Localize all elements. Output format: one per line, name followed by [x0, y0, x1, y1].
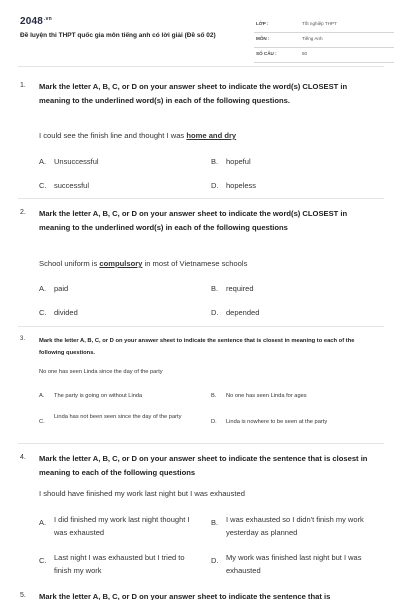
question-statement: I should have finished my work last night but I was exhausted [39, 489, 245, 498]
meta-row-class [254, 18, 394, 33]
option-letter: C. [39, 419, 45, 425]
divider [18, 66, 384, 67]
option-letter: B. [211, 393, 217, 399]
page-header [18, 10, 384, 60]
site-logo[interactable] [20, 16, 52, 27]
meta-value: 50 [302, 51, 308, 56]
question-text: Mark the letter A, B, C, or D on your answer sheet to indicate the sentence that is closest in meaning to each of the following questions. [39, 338, 355, 356]
option-letter: A. [39, 518, 47, 527]
question-4 [18, 452, 384, 582]
option-text: paid [54, 284, 69, 293]
exam-meta [254, 18, 394, 63]
option-text: I was exhausted so I didn't finish my work yesterday as planned [226, 515, 364, 537]
option-letter: C. [39, 181, 47, 190]
question-number: 5. [20, 592, 26, 599]
option-letter: B. [211, 284, 219, 293]
divider [18, 326, 384, 327]
statement-text: in most of Vietnamese schools [142, 259, 248, 268]
option-letter: D. [211, 419, 217, 425]
option-letter: B. [211, 518, 219, 527]
option-text: required [226, 284, 254, 293]
option-text: Last night I was exhausted but I tried to finish my work [54, 553, 185, 575]
question-number: 4. [20, 454, 26, 461]
divider [18, 198, 384, 199]
option-letter: C. [39, 308, 47, 317]
question-3 [18, 335, 384, 439]
divider [18, 443, 384, 444]
question-number: 3. [20, 336, 26, 342]
meta-value: Tiếng Anh [302, 36, 323, 41]
logo-text: 2048 [20, 16, 44, 27]
question-2 [18, 207, 384, 323]
question-text: Mark the letter A, B, C, or D on your answer sheet to indicate the sentence that is [39, 592, 331, 600]
option-letter: A. [39, 157, 47, 166]
option-letter: A. [39, 393, 45, 399]
question-statement [39, 259, 247, 268]
question-5 [18, 590, 384, 600]
option-text: Linda has not been seen since the day of the party [54, 414, 182, 420]
meta-key: MÔN : [256, 36, 270, 41]
option-text: successful [54, 181, 90, 190]
option-letter: D. [211, 556, 219, 565]
option-letter: C. [39, 556, 47, 565]
option-letter: D. [211, 181, 219, 190]
option-text: The party is going on without Linda [54, 393, 143, 399]
question-1 [18, 80, 384, 200]
meta-value: Tốt nghiệp THPT [302, 21, 337, 26]
option-text: depended [226, 308, 260, 317]
meta-key: LỚP : [256, 21, 269, 26]
logo-suffix: .vn [44, 16, 52, 22]
option-text: divided [54, 308, 78, 317]
question-text: Mark the letter A, B, C, or D on your answer sheet to indicate the sentence that is closest in meaning to each of the following questions [39, 454, 368, 477]
option-letter: B. [211, 157, 219, 166]
option-text: My work was finished last night but I was exhausted [226, 553, 362, 575]
option-text: I did finished my work last night thought I was exhausted [54, 515, 190, 537]
option-letter: D. [211, 308, 219, 317]
statement-text: I could see the finish line and thought I was [39, 131, 187, 140]
question-statement [39, 131, 236, 140]
page-title: Đề luyện thi THPT quốc gia môn tiếng anh có lời giải (Đề số 02) [20, 32, 216, 39]
meta-row-subject [254, 33, 394, 48]
statement-text: School uniform is [39, 259, 100, 268]
question-text: Mark the letter A, B, C, or D on your answer sheet to indicate the word(s) CLOSEST in meaning to the underlined word(s) in each of the following questions [39, 209, 348, 232]
meta-key: SỐ CÂU : [256, 51, 277, 56]
meta-row-count [254, 48, 394, 63]
question-number: 2. [20, 209, 26, 216]
option-letter: A. [39, 284, 47, 293]
question-text: Mark the letter A, B, C, or D on your answer sheet to indicate the word(s) CLOSEST in meaning to the underlined word(s) in each of the following questions. [39, 82, 348, 105]
question-statement: No one has seen Linda since the day of the party [39, 369, 163, 375]
option-text: hopeful [226, 157, 251, 166]
option-text: hopeless [226, 181, 257, 190]
option-text: No one has seen Linda for ages [226, 393, 307, 399]
option-c[interactable] [39, 412, 204, 434]
question-number: 1. [20, 82, 26, 89]
option-text: Unsuccessful [54, 157, 99, 166]
option-text: Linda is nowhere to be seen at the party [226, 419, 328, 425]
underlined-phrase: compulsory [99, 259, 143, 268]
underlined-phrase: home and dry [186, 131, 237, 140]
